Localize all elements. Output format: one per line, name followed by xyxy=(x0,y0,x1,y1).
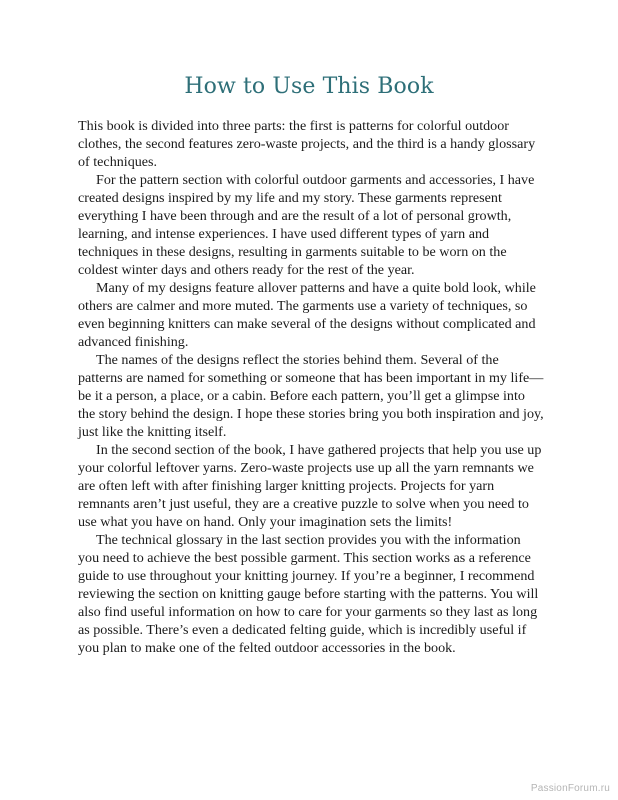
paragraph-names: The names of the designs reflect the stories behind them. Several of the patterns are named for something or someone that has been important in my life—be it a person, a place, or a cabin. Before each pattern, you’ll get a glimpse into the story behind the design. I hope these stories bring you both inspiration and joy, just like the knitting itself. xyxy=(78,352,544,440)
paragraph-pattern-section: For the pattern section with colorful outdoor garments and accessories, I have created designs inspired by my life and my story. These garments represent everything I have been through and are the result of a lot of personal growth, learning, and intense experiences. I have used different types of yarn and techniques in these designs, resulting in garments suitable to be worn on the coldest winter days and others ready for the rest of the year. xyxy=(78,172,535,278)
body-text xyxy=(78,117,544,657)
paragraph-designs: Many of my designs feature allover patterns and have a quite bold look, while others are calmer and more muted. The garments use a variety of techniques, so even beginning knitters can make several of the designs without complicated and advanced finishing. xyxy=(78,280,536,350)
watermark: PassionForum.ru xyxy=(530,783,610,794)
page-title: How to Use This Book xyxy=(184,74,434,99)
paragraph-zero-waste: In the second section of the book, I have gathered projects that help you use up your colorful leftover yarns. Zero-waste projects use up all the yarn remnants we are often left with after finishing larger knitting projects. Projects for yarn remnants aren’t just useful, they are a creative puzzle to solve when you need to use what you have on hand. Only your imagination sets the limits! xyxy=(78,442,542,530)
paragraph-glossary: The technical glossary in the last section provides you with the information you need to achieve the best possible garment. This section works as a reference guide to use throughout your knitting journey. If you’re a beginner, I recommend reviewing the section on knitting gauge before starting with the patterns. You will also find useful information on how to care for your garments so they last as long as possible. There’s even a dedicated felting guide, which is incredibly useful if you plan to make one of the felted outdoor accessories in the book. xyxy=(78,532,539,656)
paragraph-intro: This book is divided into three parts: the first is patterns for colorful outdoor clothes, the second features zero-waste projects, and the third is a handy glossary of techniques. xyxy=(78,118,536,170)
